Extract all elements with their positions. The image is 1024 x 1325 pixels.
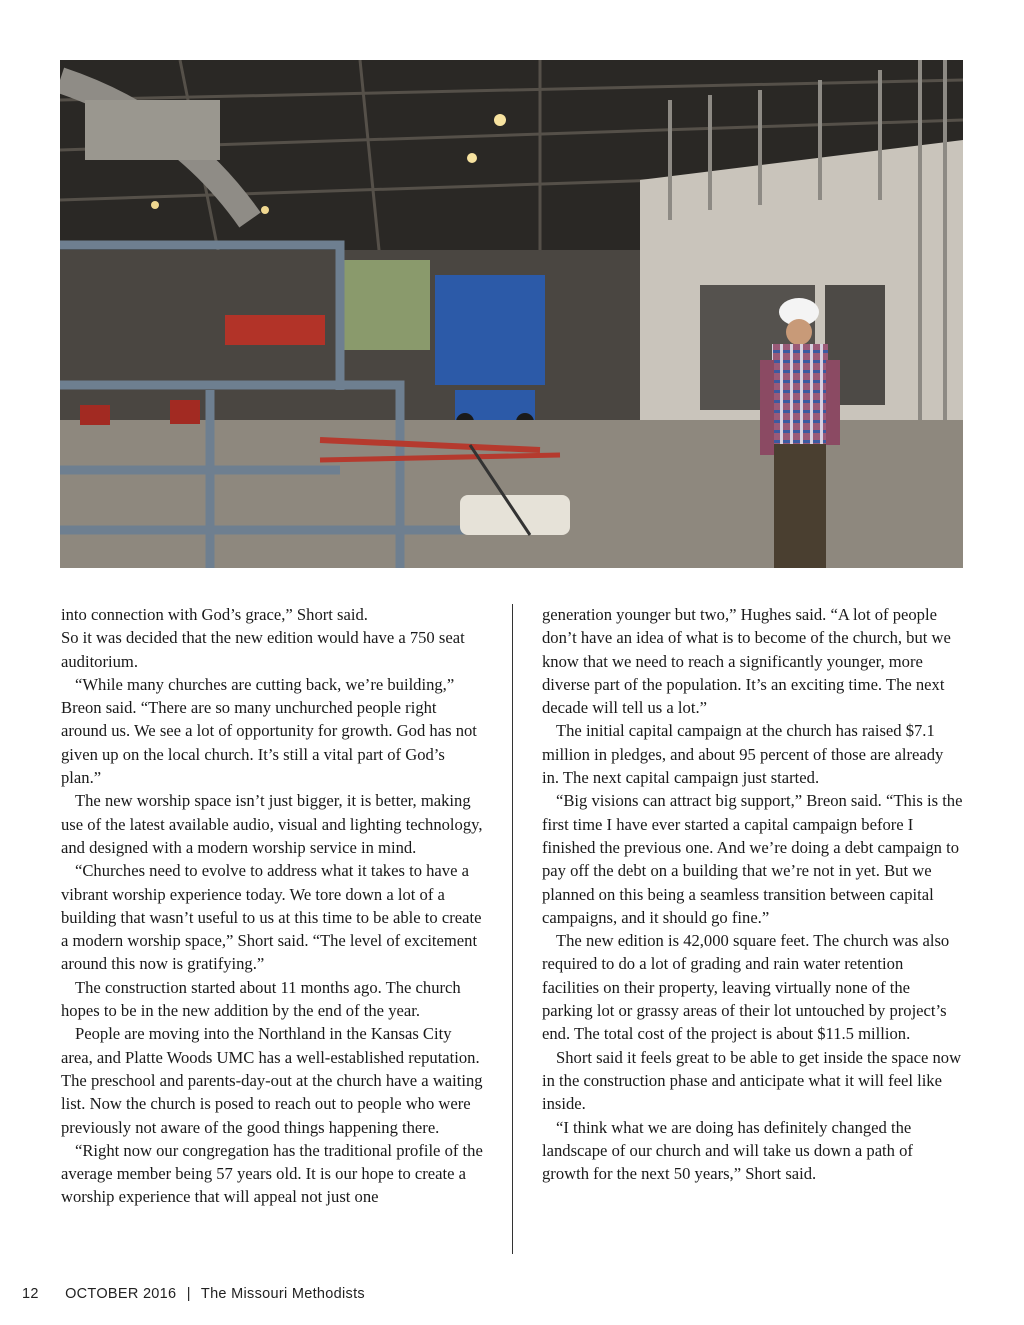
construction-photo: [60, 60, 963, 568]
footer-separator: |: [186, 1286, 191, 1302]
paragraph: The initial capital campaign at the church has raised $7.1 million in pledges, and about 95 percent of those are already in. The next capital campaign just started.: [542, 721, 944, 788]
paragraph: Short said it feels great to be able to get inside the space now in the construction phase and anticipate what it will feel like inside.: [542, 1047, 962, 1114]
issue-date: OCTOBER 2016: [65, 1286, 177, 1302]
paragraph: “While many churches are cutting back, we’re building,” Breon said. “There are so many unchurched people right around us. We see a lot of opportunity for growth. God has not given up on the local church. It’s still a vital part of God’s plan.”: [61, 674, 477, 788]
paragraph: The construction started about 11 months ago. The church hopes to be in the new addition by the end of the year.: [61, 977, 461, 1021]
paragraph: “Right now our congregation has the traditional profile of the average member being 57 years old. It is our hope to create a worship experience that will appeal not just one: [61, 1140, 483, 1207]
paragraph: So it was decided that the new edition would have a 750 seat auditorium.: [61, 628, 465, 671]
column-divider: [512, 604, 513, 1254]
paragraph: The new worship space isn’t just bigger, it is better, making use of the latest available audio, visual and lighting technology, and designed with a modern worship service in mind.: [61, 791, 483, 857]
right-column: [542, 603, 964, 1185]
paragraph: “Big visions can attract big support,” Breon said. “This is the first time I have ever started a capital campaign before I finished the previous one. And we’re doing a debt campaign to pay off the debt on a building that we’re not in yet. But we planned on this being a seamless transition between capital campaigns, and it should go fine.”: [542, 791, 963, 927]
paragraph: into connection with God’s grace,” Short said.: [61, 605, 368, 624]
paragraph: generation younger but two,” Hughes said. “A lot of people don’t have an idea of what is to become of the church, but we know that we need to reach a significantly younger, more diverse part of the population. It’s an exciting time. The next decade will tell us a lot.”: [542, 605, 951, 718]
paragraph: “I think what we are doing has definitely changed the landscape of our church and will take us down a path of growth for the next 50 years,” Short said.: [542, 1117, 913, 1184]
paragraph: The new edition is 42,000 square feet. The church was also required to do a lot of grading and rain water retention facilities on their property, leaving virtually none of the parking lot or grassy areas of their lot untouched by project’s end. The total cost of the project is about $11.5 million.: [542, 931, 950, 1044]
left-column: [61, 603, 483, 1209]
paragraph: People are moving into the Northland in the Kansas City area, and Platte Woods UMC has a well-established reputation. The preschool and parents-day-out at the church have a waiting list. Now the church is posed to reach out to people who were previously not aware of the good things happening there.: [61, 1024, 483, 1137]
construction-scene-illustration: [60, 60, 963, 568]
page-number: 12: [22, 1286, 39, 1302]
publication-name: The Missouri Methodists: [200, 1286, 365, 1302]
page-footer: [22, 1286, 365, 1302]
paragraph: “Churches need to evolve to address what it takes to have a vibrant worship experience today. We tore down a lot of a building that wasn’t useful to us at this time to be able to create a modern worship space,” Short said. “The level of excitement around this now is gratifying.”: [61, 861, 482, 974]
